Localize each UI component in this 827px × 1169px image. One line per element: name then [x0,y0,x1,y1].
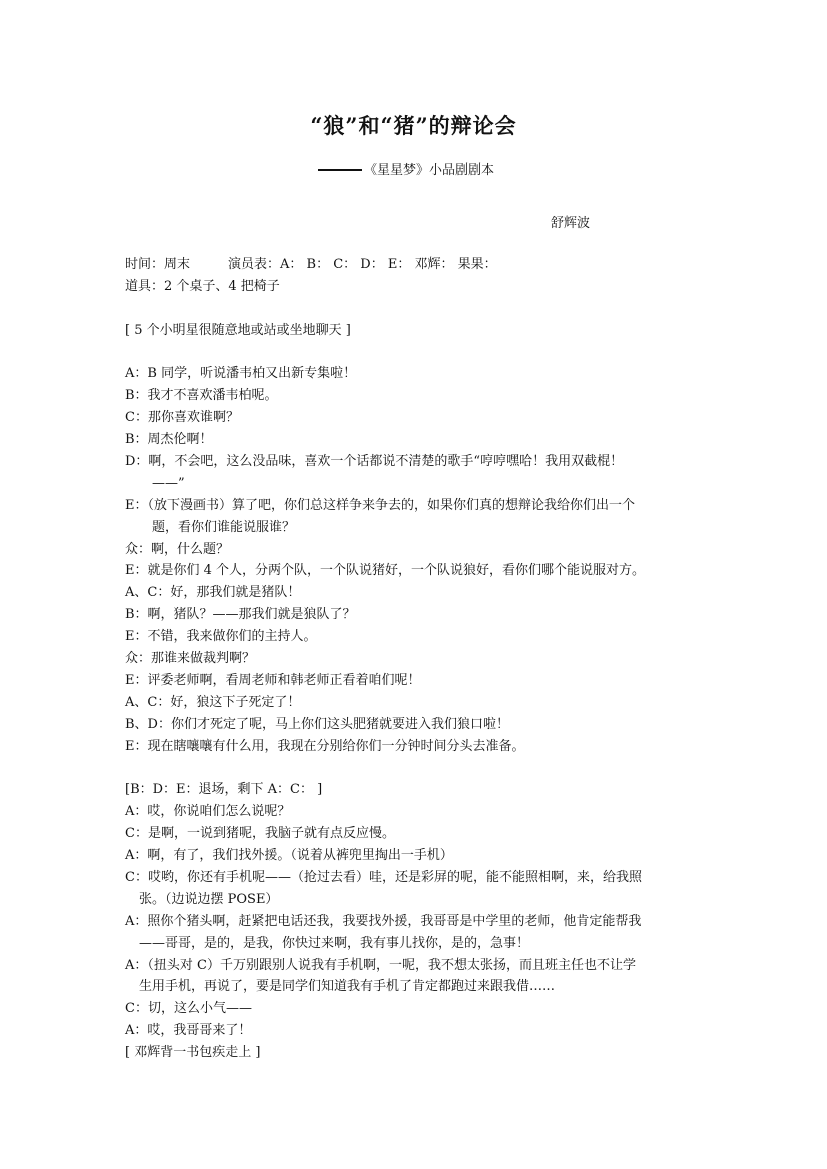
dialogue-line: B：周杰伦啊！ [125,432,213,448]
dialogue-continuation: 题，看你们谁能说服谁？ [152,519,296,535]
dialogue-line: E：不错，我来做你们的主持人。 [125,629,317,645]
dialogue-line: A：（扭头对 C）千万别跟别人说我有手机啊，一呢，我不想太张扬，而且班主任也不让学 [125,957,636,973]
dialogue-line: E：现在瞎嚷嚷有什么用，我现在分别给你们一分钟时间分头去准备。 [125,738,525,754]
meta-props: 道具：2 个桌子、4 把椅子 [125,278,280,294]
dialogue-line: E：（放下漫画书）算了吧，你们总这样争来争去的，如果你们真的想辩论我给你们出一个 [125,497,635,513]
script-body [125,254,710,1064]
document-subtitle [318,159,494,178]
dialogue-line: C：那你喜欢谁啊？ [125,410,239,426]
meta-cast: 演员表：A： B： C： D： E： 邓辉： 果果： [228,257,497,272]
dialogue-line: E：就是你们 4 个人，分两个队，一个队说猪好，一个队说狼好，看你们哪个能说服对方。 [125,563,646,579]
dialogue-line: A：照你个猪头啊，赶紧把电话还我，我要找外援，我哥哥是中学里的老师，他肯定能帮我 [125,913,642,929]
dialogue-continuation: ——哥哥，是的，是我，你快过来啊，我有事儿找你，是的，急事！ [139,935,530,951]
subtitle-text: 《星星梦》小品剧剧本 [364,163,495,178]
dialogue-line: 众：啊，什么题？ [125,541,230,557]
stage-direction: [ 邓辉背一书包疾走上 ] [125,1045,261,1061]
dialogue-line: B：我才不喜欢潘韦柏呢。 [125,388,278,404]
dialogue-line: B：啊，猪队？——那我们就是狼队了？ [125,607,356,623]
dialogue-continuation: ——” [152,475,185,491]
dialogue-line: D：啊，不会吧，这么没品味，喜欢一个话都说不清楚的歌手“哼哼嘿哈！我用双截棍！ [125,454,624,470]
author-name: 舒辉波 [551,216,591,231]
dialogue-line: A：哎，你说咱们怎么说呢？ [125,804,291,820]
dialogue-continuation: 生用手机，再说了，要是同学们知道我有手机了肯定都跑过来跟我借…… [139,979,556,995]
dialogue-line: C：是啊，一说到猪呢，我脑子就有点反应慢。 [125,826,395,842]
dialogue-line: A：啊，有了，我们找外援。（说着从裤兜里掏出一手机） [125,848,453,864]
stage-direction: [ 5 个小明星很随意地或站或坐地聊天 ] [125,322,351,338]
document-title: “狼”和“猪”的辩论会 [310,113,517,138]
dialogue-line: 众：那谁来做裁判啊？ [125,651,256,667]
meta-time: 时间：周末 [125,257,191,272]
subtitle-dash [318,169,362,171]
dialogue-line: C：哎哟，你还有手机呢——（抢过去看）哇，还是彩屏的呢，能不能照相啊，来，给我照 [125,869,642,885]
dialogue-line: A、C：好，狼这下子死定了！ [125,694,301,710]
dialogue-line: A、C：好，那我们就是猪队！ [125,585,301,601]
dialogue-line: E：评委老师啊，看周老师和韩老师正看着咱们呢！ [125,672,421,688]
dialogue-line: A：哎，我哥哥来了！ [125,1023,252,1039]
meta-line [125,254,710,276]
dialogue-continuation: 张。（边说边摆 POSE） [139,891,279,907]
dialogue-line: C：切，这么小气—— [125,1001,252,1017]
stage-direction: [B：D：E：退场，剩下 A：C： ] [125,782,323,798]
dialogue-line: A：B 同学，听说潘韦柏又出新专集啦！ [125,366,357,382]
dialogue-line: B、D：你们才死定了呢，马上你们这头肥猪就要进入我们狼口啦！ [125,716,509,732]
